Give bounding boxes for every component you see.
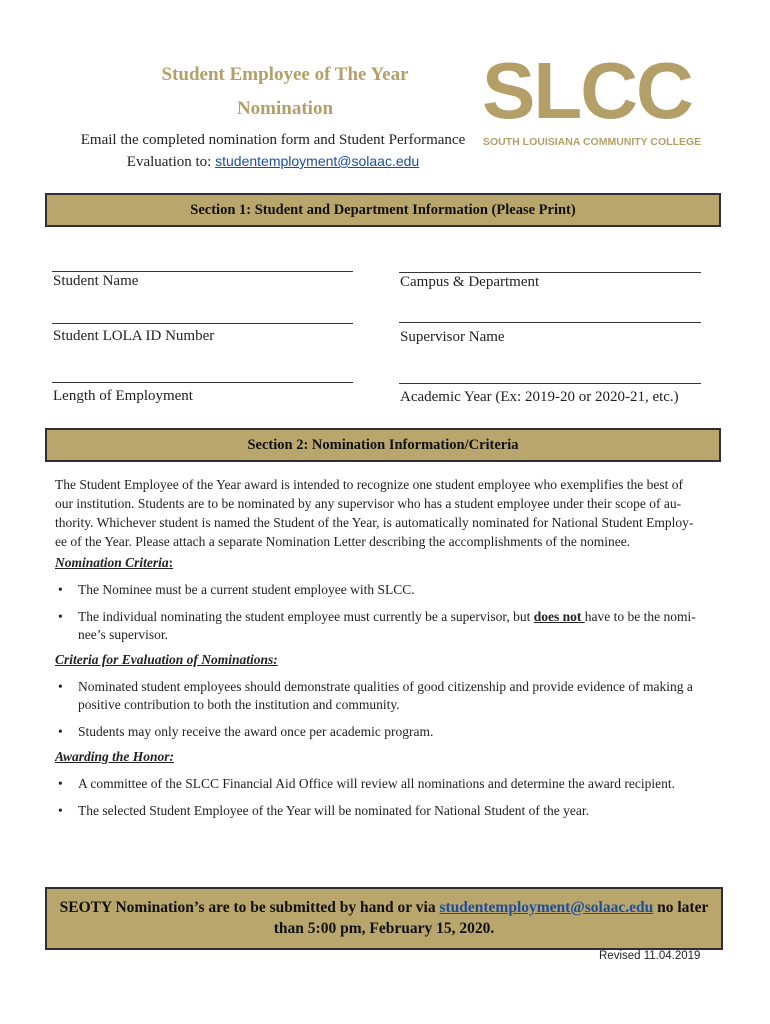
campus-department-field[interactable] [399,272,701,273]
student-name-field[interactable] [52,271,353,272]
award-description-line: The Student Employee of the Year award is intended to recognize one student employee who exemplifies the best of [55,477,683,492]
form-subtitle: Nomination [236,98,334,119]
campus-department-label: Campus & Department [400,274,540,290]
academic-year-field[interactable] [399,383,701,384]
length-employment-field[interactable] [52,382,353,383]
list-item-text-part: have to be the nomi- [584,609,696,624]
length-employment-label: Length of Employment [53,388,193,404]
supervisor-name-field[interactable] [399,322,701,323]
student-name-label: Student Name [53,273,139,289]
logo-subtitle: SOUTH LOUISIANA COMMUNITY COLLEGE [483,136,702,148]
evaluation-criteria-heading: Criteria for Evaluation of Nominations: [55,652,278,667]
bullet-icon: • [58,609,63,624]
list-item-text: A committee of the SLCC Financial Aid Office will review all nominations and determine the award recipient. [78,776,675,791]
slcc-logo [482,46,707,152]
deadline-suffix: no later [653,899,709,916]
list-item-text: The selected Student Employee of the Year will be nominated for National Student of the year. [78,803,589,818]
logo-wordmark: SLCC [482,46,692,135]
submission-deadline-box [45,887,723,950]
form-title: Student Employee of The Year [161,64,409,85]
deadline-prefix: SEOTY Nomination’s are to be submitted by hand or via [59,899,440,916]
nomination-criteria-colon: : [168,555,174,570]
list-item-text [78,678,713,714]
intro-line-2 [48,151,498,173]
email-link[interactable]: studentemployment@solaac.edu [215,153,420,169]
award-description-line: ee of the Year. Please attach a separate Nomination Letter describing the accomplishments of the nominee. [55,534,631,549]
emphasis-text: does not [533,609,585,624]
award-description-line: thority. Whichever student is named the Student of the Year, is automatically nominated for National Student Employ- [55,515,694,530]
list-item-text-part: positive contribution to both the institution and community. [78,697,400,712]
bullet-icon: • [58,679,63,694]
list-item-text [78,608,713,644]
award-description [55,475,717,551]
supervisor-name-label: Supervisor Name [400,329,505,345]
bullet-icon: • [58,724,63,739]
lola-id-field[interactable] [52,323,353,324]
footer-email-link[interactable]: studentemployment@solaac.edu [439,899,654,916]
deadline-line-2: than 5:00 pm, February 15, 2020. [273,920,495,937]
list-item-text: Students may only receive the award once per academic program. [78,724,434,739]
nomination-criteria-heading [55,555,173,571]
list-item-text-part: The individual nominating the student employee must currently be a supervisor, but [78,609,534,624]
bullet-icon: • [58,803,63,818]
awarding-heading: Awarding the Honor: [55,749,175,764]
lola-id-label: Student LOLA ID Number [53,328,215,344]
list-item-text: The Nominee must be a current student employee with SLCC. [78,582,415,597]
nomination-criteria-title: Nomination Criteria [55,555,169,570]
bullet-icon: • [58,776,63,791]
academic-year-label: Academic Year (Ex: 2019-20 or 2020-21, etc.) [400,389,679,405]
intro-line-1: Email the completed nomination form and Student Performance [80,132,466,148]
section-2-header: Section 2: Nomination Information/Criteria [45,428,721,462]
bullet-icon: • [58,582,63,597]
intro-prefix: Evaluation to: [126,154,216,170]
award-description-line: our institution. Students are to be nominated by any supervisor who has a student employee under their scope of au- [55,496,682,511]
section-1-header: Section 1: Student and Department Information (Please Print) [45,193,721,227]
list-item-text-part: nee’s supervisor. [78,627,168,642]
intro-text [48,130,498,173]
revision-date: Revised 11.04.2019 [599,950,701,962]
list-item-text-part: Nominated student employees should demonstrate qualities of good citizenship and provide evidence of making a [78,679,693,694]
deadline-line-1 [47,897,721,918]
